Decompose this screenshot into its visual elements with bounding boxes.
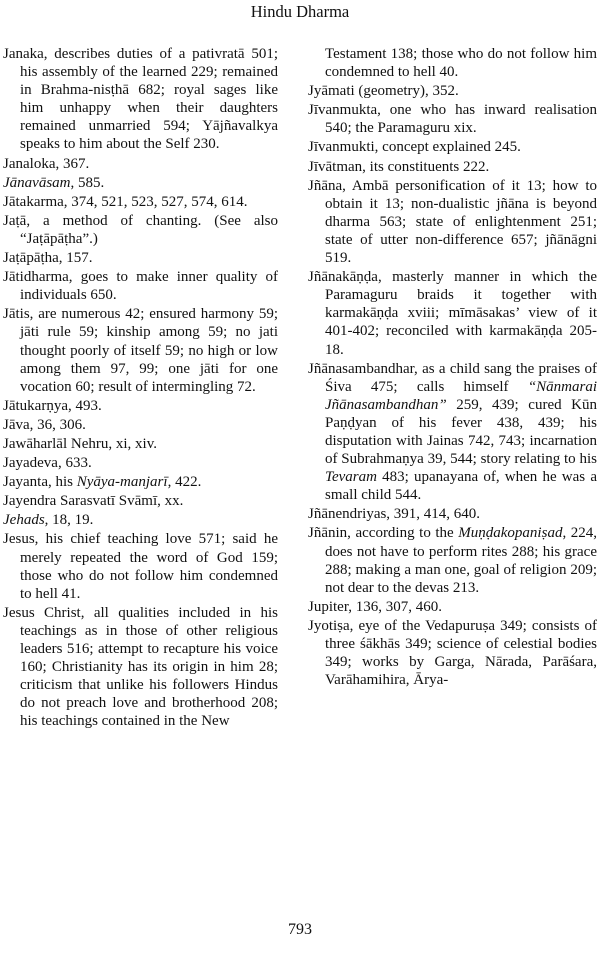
index-entry [308, 82, 597, 100]
entry-text: Jaṭā, a method of chanting. (See also “Jaṭāpāṭha”.) [3, 212, 278, 247]
entry-text: Jīvanmukti, concept explained 245. [308, 139, 521, 156]
index-entry-continued [308, 45, 597, 81]
entry-text: Jyotiṣa, eye of the Vedapuruṣa 349; consists of three śākhās 349; science of celestial bodies 349; works by Garga, Nārada, Parāśara, Varāhamihira, Ārya- [308, 617, 597, 689]
entry-text: Jayendra Sarasvatī Svāmī, xx. [3, 493, 184, 510]
index-entry [3, 511, 278, 529]
index-entry [3, 193, 278, 211]
entry-text: Jātukarṇya, 493. [3, 397, 102, 414]
entry-text: Jyāmati (geometry), 352. [308, 83, 459, 100]
index-entry [3, 268, 278, 304]
entry-text: 259, 439; cured Kūn Paṇḍyan of his fever 438, 439; his disputation with Jainas 742, 743; incarnation of Subrahmaṇya 39, 544; story relating to his [325, 396, 597, 468]
index-entry [3, 454, 278, 472]
entry-text: Jāva, 36, 306. [3, 416, 86, 433]
entry-text: Jātakarma, 374, 521, 523, 527, 574, 614. [3, 193, 248, 210]
index-column-right [308, 45, 597, 690]
entry-text: , 224, does not have to perform rites 288; his grace 288; making a man one, goal of religion 209; not dear to the devas 213. [325, 525, 598, 596]
index-entry [308, 617, 597, 689]
entry-text: , 422. [167, 474, 202, 491]
index-entry [3, 305, 278, 395]
italic-text: Tevaram [325, 469, 377, 486]
index-entry [3, 397, 278, 415]
index-entry [3, 212, 278, 248]
entry-text: Jñānakāṇḍa, masterly manner in which the Paramaguru braids it together with karmakāṇḍa xviii; mīmāsakas’ view of it 401-402; reconciled with karmakāṇḍa 205-18. [308, 269, 597, 358]
entry-text: Testament 138; those who do not follow him condemned to hell 40. [325, 46, 597, 81]
index-entry [3, 416, 278, 434]
entry-text: 483; upanayana of, when he was a small child 544. [325, 469, 597, 504]
index-entry [3, 530, 278, 602]
index-entry [308, 268, 597, 358]
index-entry [308, 158, 597, 176]
index-entry [3, 435, 278, 453]
index-entry [308, 101, 597, 137]
entry-text: Jātis, are numerous 42; ensured harmony 59; jāti rule 59; kinship among 59; no jati thought poorly of itself 59; no high or low among them 97, 99; one jāti for one vocation 60; result of intermingling 72. [3, 306, 278, 395]
index-entry [308, 524, 597, 596]
index-entry [308, 138, 597, 156]
entry-text: , 18, 19. [44, 512, 94, 529]
index-entry [3, 45, 278, 154]
index-entry [3, 249, 278, 267]
entry-text: Jñānendriyas, 391, 414, 640. [308, 506, 481, 523]
entry-text: , 585. [70, 174, 105, 191]
index-entry [308, 177, 597, 267]
italic-text: Jehads [3, 512, 45, 529]
entry-text: Jesus, his chief teaching love 571; said he merely repeated the word of God 159; those who do not follow him condemned to hell 41. [3, 531, 278, 602]
index-entry [308, 598, 597, 616]
entry-text: Jawāharlāl Nehru, xi, xiv. [3, 435, 157, 452]
index-column-left [3, 45, 278, 731]
entry-text: Jñāna, Ambā personification of it 13; how to obtain it 13; non-dualistic jñāna is beyond dharma 563; state of enlightenment 251; state of utter non-difference 657; jñānāgni 519. [308, 177, 597, 267]
italic-text: Jānavāsam [3, 174, 71, 191]
italic-text: Nyāya-manjarī [76, 474, 168, 491]
running-header: Hindu Dharma [250, 2, 350, 21]
entry-text: Janaloka, 367. [3, 155, 90, 172]
index-entry [3, 492, 278, 510]
entry-text: Jesus Christ, all qualities included in his teachings as in those of other religious leaders 516; attempt to recapture his voice 160; Christianity has its origin in him 28; criticism that unlike his followers Hindus do not preach love and brotherhood 208; his teachings contained in the New [3, 604, 278, 730]
entry-text: Jātidharma, goes to make inner quality of individuals 650. [3, 269, 278, 304]
entry-text: Jayanta, his [3, 474, 77, 491]
entry-text: Janaka, describes duties of a pativratā 501; his assembly of the learned 229; remained in Brahma-nisṭhā 682; royal sages like him unhappy when their daughters remained unmarried 594; Yājñavalkya speaks to him about the Self 230. [3, 46, 278, 153]
entry-text: Jñānasambandhar, as a child sang the praises of Śiva 475; calls himself [308, 360, 597, 395]
index-entry [3, 174, 278, 192]
italic-text: Muṇḍakopaniṣad [458, 525, 563, 542]
entry-text: Jaṭāpāṭha, 157. [3, 250, 93, 267]
index-entry [3, 155, 278, 173]
index-entry [3, 604, 278, 731]
entry-text: Jupiter, 136, 307, 460. [308, 598, 442, 615]
index-entry [308, 360, 597, 505]
entry-text: Jñānin, according to the [308, 525, 459, 542]
index-entry [308, 505, 597, 523]
entry-text: Jīvanmukta, one who has inward realisation 540; the Paramaguru xix. [308, 102, 597, 137]
italic-text: “Nānmarai Jñānasambandhan” [325, 378, 597, 413]
entry-text: Jayadeva, 633. [3, 455, 92, 472]
page-number: 793 [288, 921, 312, 938]
index-entry [3, 473, 278, 491]
entry-text: Jīvātman, its constituents 222. [308, 158, 490, 175]
